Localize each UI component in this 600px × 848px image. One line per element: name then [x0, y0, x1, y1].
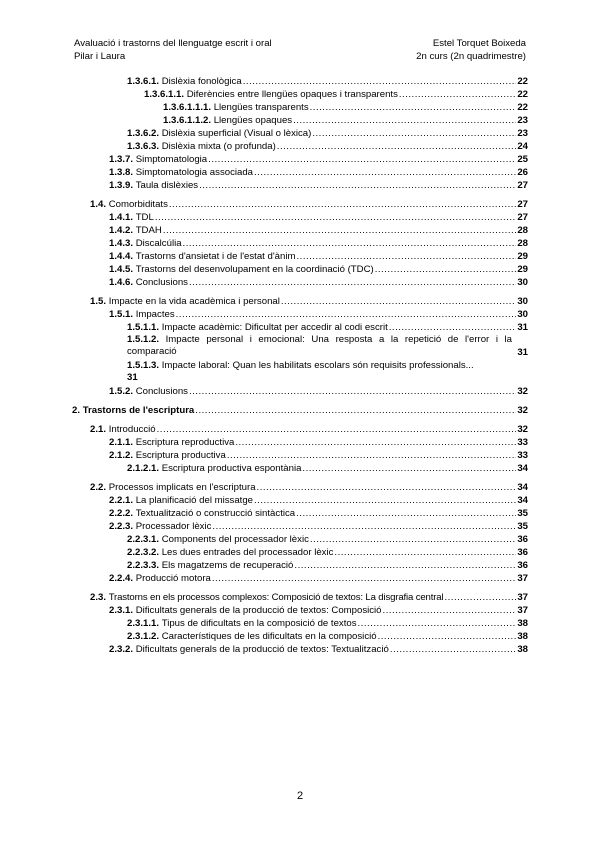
toc-entry-page: 30	[517, 309, 528, 320]
toc-entry[interactable]	[72, 533, 528, 546]
toc-entry-page: 30	[517, 277, 528, 288]
toc-entry-page: 22	[517, 89, 528, 100]
toc-entry[interactable]	[72, 436, 528, 449]
toc-entry[interactable]	[72, 237, 528, 250]
toc-entry[interactable]	[72, 308, 528, 321]
toc-entry-number: 2.2.	[90, 482, 107, 493]
toc-entry-number: 2.1.1.	[109, 437, 134, 448]
header-course-title: Avaluació i trastorns del llenguatge escrit i oral	[74, 38, 272, 49]
toc-entry-page: 34	[517, 463, 528, 474]
toc-entry-number: 2.1.	[90, 424, 107, 435]
toc-entry-title: TDL	[135, 212, 154, 223]
toc-entry-number: 1.3.6.1.1.	[144, 89, 185, 100]
toc-entry-page: 29	[517, 251, 528, 262]
toc-entry-number: 2.	[72, 405, 81, 416]
toc-entry-page: 36	[517, 547, 528, 558]
toc-entry-number: 2.1.2.	[109, 450, 134, 461]
toc-entry-page: 38	[517, 618, 528, 629]
toc-entry-title: Dislèxia superficial (Visual o lèxica)	[161, 128, 312, 139]
toc-entry[interactable]	[72, 520, 528, 533]
toc-entry-number: 2.1.2.1.	[127, 463, 160, 474]
toc-entry-title: Conclusions	[135, 277, 188, 288]
toc-entry-number: 2.3.1.2.	[127, 631, 160, 642]
toc-entry[interactable]	[72, 198, 528, 211]
toc-entry-title: Dificultats generals de la producció de textos: Textualització	[135, 644, 389, 655]
page-header	[74, 37, 526, 63]
toc-entry[interactable]	[72, 321, 528, 334]
toc-entry-page: 32	[517, 405, 528, 416]
toc-entry-number: 2.2.3.1.	[127, 534, 160, 545]
toc-entry-page: 30	[517, 296, 528, 307]
toc-entry-title: Trastorns de l'escriptura	[82, 405, 195, 416]
toc-entry-title: Comorbiditats	[108, 199, 168, 210]
toc-entry-page: 34	[517, 482, 528, 493]
toc-entry[interactable]	[72, 250, 528, 263]
toc-entry-title: Dificultats generals de la producció de textos: Composició	[135, 605, 382, 616]
toc-entry-title: Tipus de dificultats en la composició de textos	[161, 618, 357, 629]
toc-entry-page: 25	[517, 154, 528, 165]
toc-entry-title: Escriptura productiva espontània	[161, 463, 302, 474]
toc-entry[interactable]	[72, 494, 528, 507]
toc-entry-page: 31	[127, 372, 138, 383]
toc-entry-title: Discalcúlia	[135, 238, 182, 249]
toc-entry-page: 29	[517, 264, 528, 275]
header-term: 2n curs (2n quadrimestre)	[416, 51, 526, 62]
toc-entry-number: 2.3.	[90, 592, 107, 603]
toc-entry-page: 35	[517, 508, 528, 519]
toc-entry-page: 33	[517, 450, 528, 461]
toc-entry[interactable]	[72, 127, 528, 140]
toc-entry-title: Escriptura productiva	[135, 450, 226, 461]
toc-entry-title: Característiques de les dificultats en la composició	[161, 631, 377, 642]
toc-entry-page: 27	[517, 180, 528, 191]
toc-entry-number: 1.3.6.3.	[127, 141, 160, 152]
toc-entry-title: Impacte personal i emocional: Una resposta a la repetició de l'error i la comparació	[127, 334, 513, 357]
toc-entry[interactable]	[72, 423, 528, 436]
toc-entry[interactable]	[72, 295, 528, 308]
toc-entry-number: 1.4.4.	[109, 251, 134, 262]
toc-entry-number: 1.4.	[90, 199, 107, 210]
toc-entry-number: 1.5.1.2.	[127, 334, 160, 345]
toc-entry-title: Textualització o construcció sintàctica	[135, 508, 296, 519]
toc-entry[interactable]	[72, 166, 528, 179]
toc-entry[interactable]	[72, 604, 528, 617]
toc-entry-title: Conclusions	[135, 386, 188, 397]
toc-entry-page: 36	[517, 534, 528, 545]
toc-entry-number: 1.3.8.	[109, 167, 134, 178]
toc-entry-page: 32	[517, 386, 528, 397]
toc-entry[interactable]	[72, 630, 528, 643]
toc-entry-number: 1.5.2.	[109, 386, 134, 397]
toc-entry-number: 1.3.6.1.1.2.	[163, 115, 212, 126]
toc-entry-page: 33	[517, 437, 528, 448]
toc-entry-number: 1.5.1.1.	[127, 322, 160, 333]
toc-entry[interactable]	[72, 617, 528, 630]
toc-entry[interactable]	[72, 507, 528, 520]
toc-entry[interactable]	[72, 404, 528, 417]
toc-entry-number: 2.2.2.	[109, 508, 134, 519]
toc-entry-title: Trastorns d'ansietat i de l'estat d'ànim	[135, 251, 296, 262]
toc-entry-page: 22	[517, 102, 528, 113]
toc-entry-page: 35	[517, 521, 528, 532]
toc-entry[interactable]	[72, 591, 528, 604]
toc-entry-number: 2.2.3.3.	[127, 560, 160, 571]
toc-entry-title: Processos implicats en l'escriptura	[108, 482, 256, 493]
toc-entry-title: Components del processador lèxic	[161, 534, 309, 545]
toc-entry[interactable]	[72, 114, 528, 127]
toc-entry[interactable]	[72, 572, 528, 585]
toc-entry-number: 2.2.1.	[109, 495, 134, 506]
toc-entry-number: 1.4.6.	[109, 277, 134, 288]
toc-entry[interactable]	[72, 224, 528, 237]
toc-entry-page: 28	[517, 238, 528, 249]
toc-entry[interactable]	[72, 75, 528, 88]
toc-entry[interactable]	[72, 360, 528, 384]
toc-entry[interactable]	[72, 263, 528, 276]
toc-entry-page: 38	[517, 644, 528, 655]
toc-entry-title: Impacte en la vida acadèmica i personal	[108, 296, 280, 307]
toc-entry-title: Llengües transparents	[213, 102, 309, 113]
toc-entry-number: 1.4.3.	[109, 238, 134, 249]
toc-entry-number: 2.3.1.1.	[127, 618, 160, 629]
toc-entry-page: 28	[517, 225, 528, 236]
toc-entry[interactable]	[72, 481, 528, 494]
toc-entry-title: Impacte acadèmic: Dificultat per accedir al codi escrit	[161, 322, 388, 333]
toc-entry[interactable]	[72, 385, 528, 398]
toc-entry[interactable]	[72, 559, 528, 572]
header-teachers: Pilar i Laura	[74, 51, 126, 62]
toc-entry-number: 1.5.1.3.	[127, 360, 160, 371]
toc-entry-number: 1.4.5.	[109, 264, 134, 275]
toc-entry-number: 1.3.9.	[109, 180, 134, 191]
toc-entry-title: Simptomatologia	[135, 154, 208, 165]
toc-entry-title: Escriptura reproductiva	[135, 437, 235, 448]
toc-entry-title: Producció motora	[135, 573, 211, 584]
toc-entry[interactable]	[72, 101, 528, 114]
toc-entry-number: 1.4.1.	[109, 212, 134, 223]
toc-entry-title: Llengües opaques	[213, 115, 293, 126]
toc-entry-page: 38	[517, 631, 528, 642]
toc-entry[interactable]	[72, 88, 528, 101]
toc-entry-title: Dislèxia fonològica	[161, 76, 242, 87]
toc-entry-number: 1.3.6.1.1.1.	[163, 102, 212, 113]
toc-entry-page: 24	[517, 141, 528, 152]
toc-entry-title: Les dues entrades del processador lèxic	[161, 547, 334, 558]
toc-entry-page: 31	[517, 322, 528, 333]
toc-entry-page: 26	[517, 167, 528, 178]
toc-entry-page: 37	[517, 605, 528, 616]
toc-entry[interactable]	[72, 211, 528, 224]
toc-entry-page: 32	[517, 424, 528, 435]
toc-entry-page: 31	[517, 347, 528, 358]
toc-entry-page: 23	[517, 128, 528, 139]
toc-entry-title: Els magatzems de recuperació	[161, 560, 294, 571]
table-of-contents	[72, 75, 528, 656]
toc-entry[interactable]	[72, 276, 528, 289]
toc-entry-page: 37	[517, 573, 528, 584]
toc-entry-page: 23	[517, 115, 528, 126]
toc-entry[interactable]	[72, 449, 528, 462]
toc-entry-number: 1.3.7.	[109, 154, 134, 165]
toc-entry-page: 37	[517, 592, 528, 603]
toc-entry-title: Dislèxia mixta (o profunda)	[161, 141, 276, 152]
toc-entry-number: 1.3.6.2.	[127, 128, 160, 139]
toc-entry[interactable]	[72, 153, 528, 166]
toc-entry-number: 1.5.1.	[109, 309, 134, 320]
toc-entry-title: Diferències entre llengües opaques i transparents	[186, 89, 398, 100]
page-number: 2	[296, 790, 304, 802]
toc-entry-number: 1.5.	[90, 296, 107, 307]
toc-entry-page: 27	[517, 199, 528, 210]
toc-entry-title: TDAH	[135, 225, 162, 236]
toc-entry[interactable]	[72, 334, 528, 359]
toc-entry-page: 36	[517, 560, 528, 571]
toc-entry[interactable]	[72, 462, 528, 475]
toc-entry-page: 34	[517, 495, 528, 506]
toc-entry-page: 22	[517, 76, 528, 87]
toc-entry-number: 2.2.3.2.	[127, 547, 160, 558]
toc-entry-title: Processador lèxic	[135, 521, 212, 532]
toc-entry[interactable]	[72, 546, 528, 559]
toc-entry-number: 2.3.1.	[109, 605, 134, 616]
toc-entry[interactable]	[72, 140, 528, 153]
toc-entry-title: Impactes	[135, 309, 175, 320]
toc-entry-title: Trastorns en els processos complexos: Composició de textos: La disgrafia central	[108, 592, 444, 603]
toc-entry-title: Simptomatologia associada	[135, 167, 254, 178]
toc-entry-title: La planificació del missatge	[135, 495, 254, 506]
toc-entry[interactable]	[72, 179, 528, 192]
toc-entry[interactable]	[72, 643, 528, 656]
toc-entry-page: 27	[517, 212, 528, 223]
toc-entry-number: 1.3.6.1.	[127, 76, 160, 87]
toc-entry-number: 2.3.2.	[109, 644, 134, 655]
toc-entry-title: Impacte laboral: Quan les habilitats escolars són requisits professionals...	[161, 360, 474, 371]
header-author: Estel Torquet Boixeda	[432, 38, 526, 49]
toc-entry-title: Trastorns del desenvolupament en la coordinació (TDC)	[135, 264, 374, 275]
toc-entry-title: Taula dislèxies	[135, 180, 199, 191]
toc-entry-number: 2.2.4.	[109, 573, 134, 584]
toc-entry-number: 1.4.2.	[109, 225, 134, 236]
toc-entry-number: 2.2.3.	[109, 521, 134, 532]
toc-entry-title: Introducció	[108, 424, 156, 435]
